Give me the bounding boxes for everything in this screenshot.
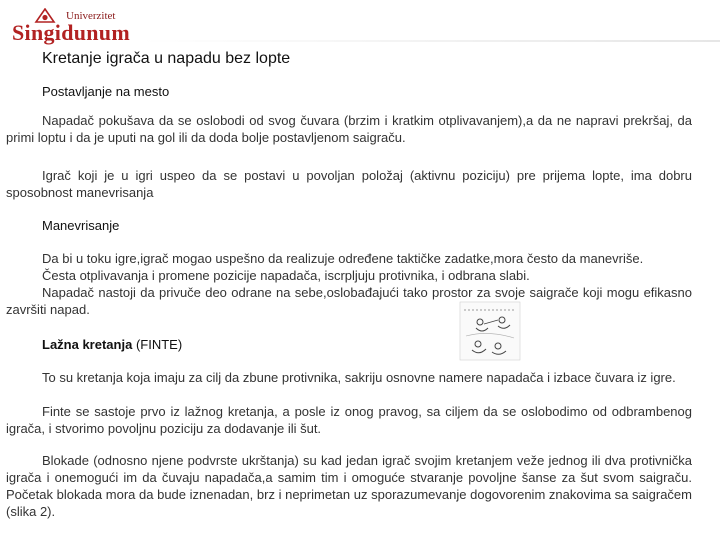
header-divider (140, 40, 720, 42)
lazna-kretanja-rest: (FINTE) (132, 337, 183, 352)
section-heading-lazna-kretanja (42, 337, 182, 352)
paragraph-manevrisanje (6, 250, 692, 318)
water-polo-sketch-icon (458, 300, 522, 362)
page-title: Kretanje igrača u napadu bez lopte (42, 50, 291, 67)
header (0, 0, 720, 44)
section-heading-postavljanje: Postavljanje na mesto (42, 84, 170, 99)
manevrisanje-line-1: Da bi u toku igre,igrač mogao uspešno da realizuje određene taktičke zadatke,mora često da manevriše. (42, 251, 644, 266)
paragraph-postavljanje-1: Napadač pokušava da se oslobodi od svog čuvara (brzim i kratkim otplivavanjem),a da ne napravi prekršaj, da primi loptu i da je uputi na gol ili da doda bolje postavljenom saigraču. (6, 113, 692, 145)
manevrisanje-line-2: Česta otplivavanja i promene pozicije napadača, iscrpljuju protivnika, i odbrana slabi. (42, 268, 530, 283)
paragraph-finte-2: Finte se sastoje prvo iz lažnog kretanja, a posle iz onog pravog, sa ciljem da se oslobodimo od odbrambenog igrača, i stvorimo povoljnu poziciju za dodavanje ili šut. (6, 404, 692, 436)
university-logo[interactable] (8, 8, 138, 44)
logo-university-text: Univerzitet (66, 10, 116, 22)
manevrisanje-line-3: Napadač nastoji da privuče deo odrane na sebe,oslobađajući tako prostor za svoje saigrače koji mogu efikasno završiti napad. (6, 285, 692, 317)
logo-name-text: Singidunum (12, 20, 130, 45)
section-heading-manevrisanje: Manevrisanje (42, 218, 120, 233)
paragraph-postavljanje-2: Igrač koji je u igri uspeo da se postavi u povoljan položaj (aktivnu poziciju) pre prijema lopte, ima dobru sposobnost manevrisanja (6, 168, 692, 200)
lazna-kretanja-bold: Lažna kretanja (42, 337, 133, 352)
paragraph-finte-1: To su kretanja koja imaju za cilj da zbune protivnika, sakriju osnovne namere napadača i izbace čuvara iz igre. (42, 370, 676, 385)
paragraph-blokade: Blokade (odnosno njene podvrste ukrštanja) su kad jedan igrač svojim kretanjem veže jednog ili dva protivnička igrača i onemogući im da čuvaju napadača,a samim tim i omoguće stvaranje povoljne šanse za šut svom saigraču. Početak blokada mora da bude iznenadan, brz i neprimetan uz sporazumevanje dogovorenim znakovima sa saigračem (slika 2). (6, 453, 692, 519)
